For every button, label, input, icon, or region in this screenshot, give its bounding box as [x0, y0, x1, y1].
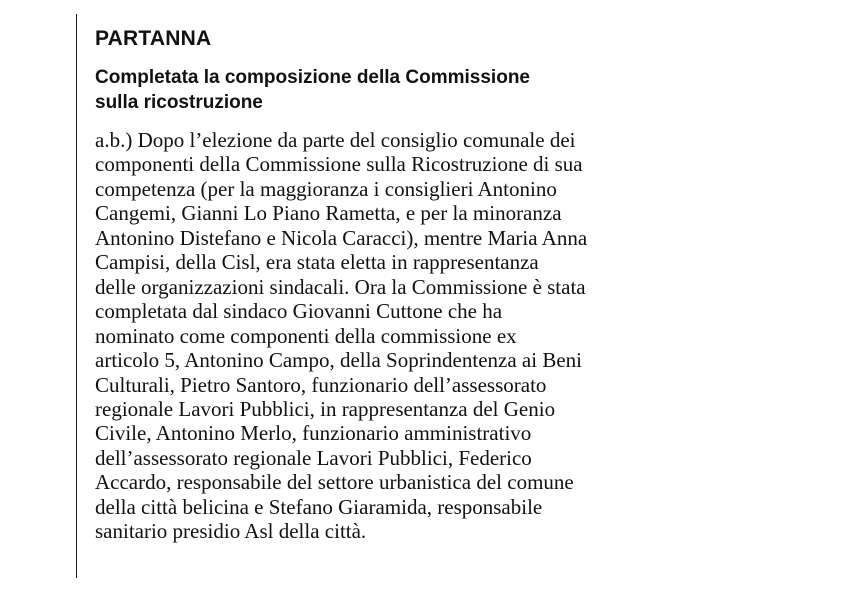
body-line: Civile, Antonino Merlo, funzionario amministrativo — [95, 421, 532, 446]
headline — [95, 65, 695, 115]
body-line: Accardo, responsabile del settore urbanistica del comune — [95, 470, 574, 495]
body-line: articolo 5, Antonino Campo, della Soprindentenza ai Beni — [95, 348, 582, 373]
body-line: dell’assessorato regionale Lavori Pubblici, Federico — [95, 445, 532, 470]
column-rule — [76, 14, 77, 578]
body-line: componenti della Commissione sulla Ricostruzione di sua — [95, 152, 583, 177]
body-line: a.b.) Dopo l’elezione da parte del consiglio comunale dei — [95, 128, 576, 152]
body-line: Campisi, della Cisl, era stata eletta in rappresentanza — [95, 250, 539, 275]
section-kicker: PARTANNA — [95, 27, 212, 50]
body-line: completata dal sindaco Giovanni Cuttone che ha — [95, 299, 503, 324]
body-line: Cangemi, Gianni Lo Piano Rametta, e per la minoranza — [95, 201, 562, 226]
body-line: della città belicina e Stefano Giaramida, responsabile — [95, 494, 543, 519]
body-line: competenza (per la maggioranza i consiglieri Antonino — [95, 176, 557, 201]
body-line: regionale Lavori Pubblici, in rappresentanza del Genio — [95, 396, 556, 421]
headline-line: Completata la composizione della Commissione — [95, 67, 530, 88]
body-line: Antonino Distefano e Nicola Caracci), mentre Maria Anna — [95, 225, 588, 250]
headline-line: sulla ricostruzione — [95, 92, 263, 113]
article-body — [95, 128, 695, 544]
body-line: sanitario presidio Asl della città. — [95, 519, 367, 544]
body-line: Culturali, Pietro Santoro, funzionario dell’assessorato — [95, 372, 547, 397]
article — [95, 26, 695, 544]
body-line: delle organizzazioni sindacali. Ora la Commissione è stata — [95, 274, 586, 299]
body-line: nominato come componenti della commissione ex — [95, 323, 517, 348]
